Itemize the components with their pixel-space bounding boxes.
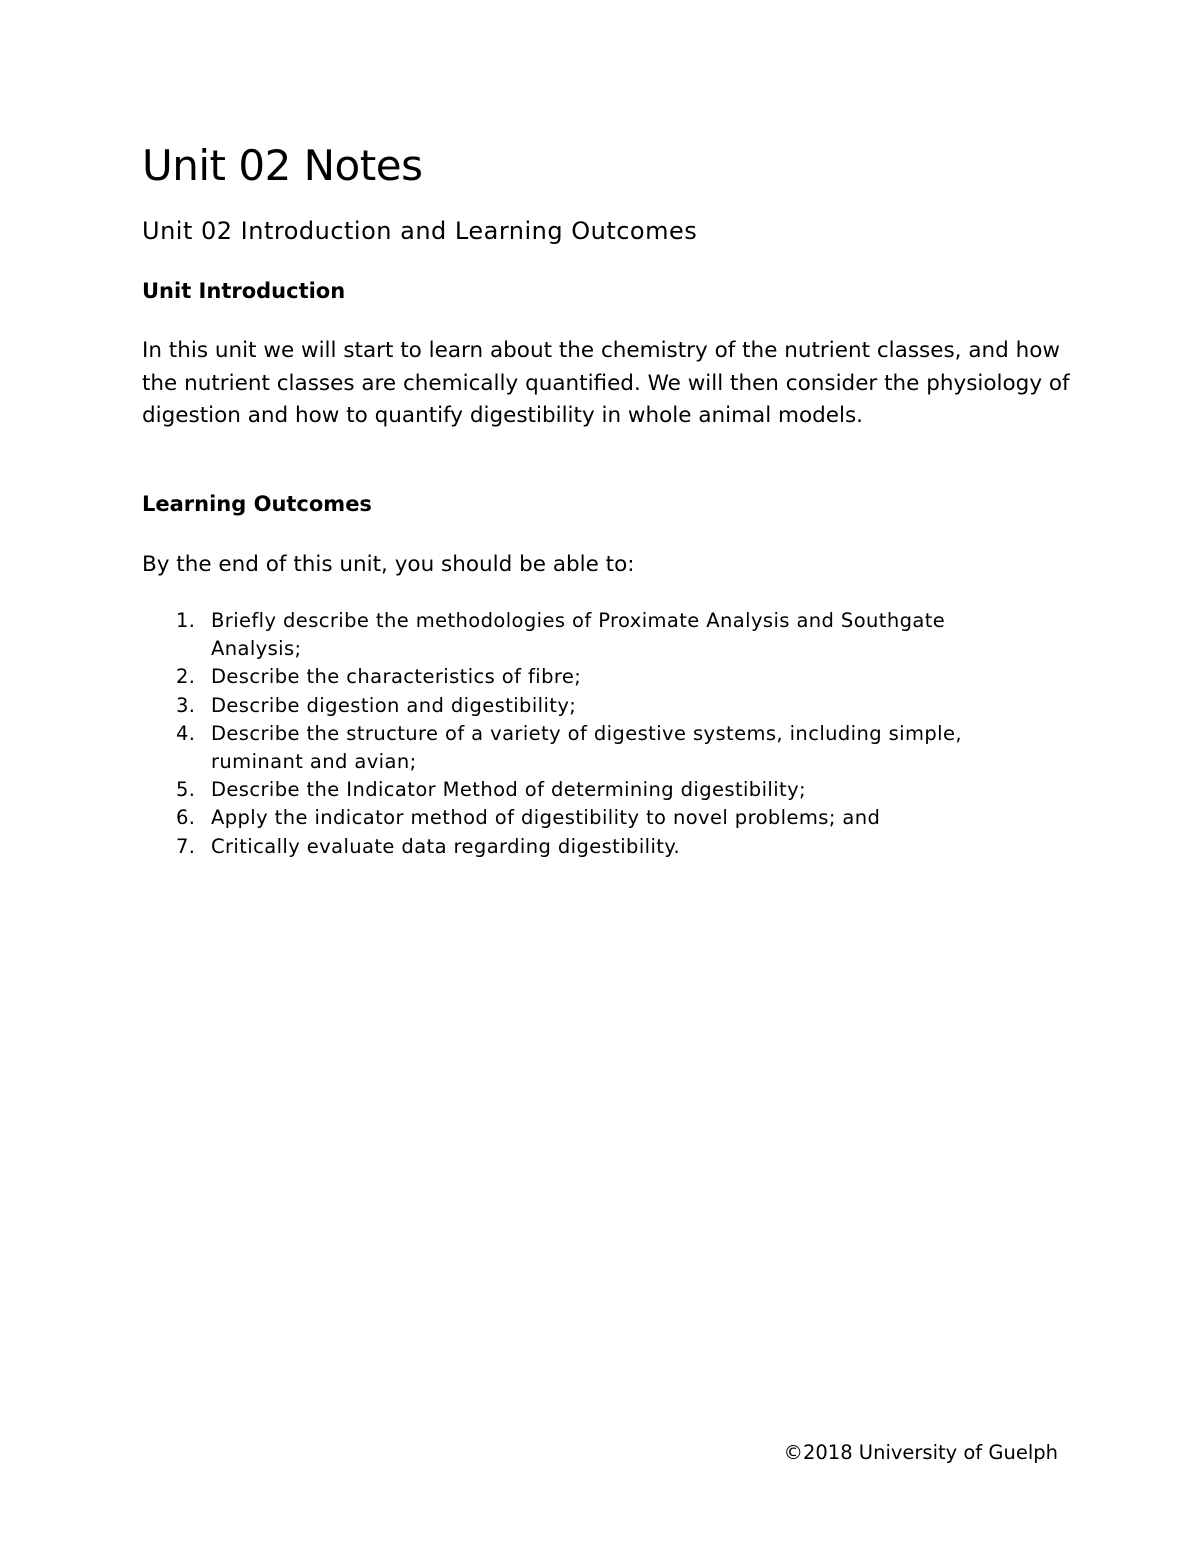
list-item (142, 804, 1042, 832)
list-item-number: 1. (176, 609, 196, 632)
list-item-text: Briefly describe the methodologies of Proximate Analysis and Southgate Analysis; (211, 609, 946, 661)
list-item-text: Critically evaluate data regarding digestibility. (211, 834, 681, 858)
list-item (142, 833, 1042, 861)
list-item-number: 6. (176, 806, 196, 830)
learning-outcomes-list (142, 607, 1042, 861)
list-item (142, 776, 1042, 804)
unit-introduction-heading: Unit Introduction (142, 279, 346, 303)
list-item-number: 7. (176, 834, 196, 858)
list-item-text: Describe the structure of a variety of digestive systems, including simple, ruminant and avian; (211, 721, 962, 774)
list-item-number: 3. (176, 693, 196, 717)
list-item (142, 692, 1042, 720)
learning-outcomes-lead-in: By the end of this unit, you should be able to: (142, 552, 635, 577)
unit-introduction-paragraph: In this unit we will start to learn about the chemistry of the nutrient classes, and how the nutrient classes are chemically quantified. We will then consider the physiology of digestion and how to quantify digestibility in whole animal models. (142, 338, 1070, 429)
list-item-text: Describe the Indicator Method of determining digestibility; (211, 778, 806, 802)
list-item-number: 2. (176, 665, 196, 689)
list-item-text: Apply the indicator method of digestibility to novel problems; and (211, 806, 881, 830)
page-subtitle: Unit 02 Introduction and Learning Outcomes (142, 217, 698, 245)
copyright-footer: ©2018 University of Guelph (783, 1441, 1058, 1464)
list-item-text: Describe digestion and digestibility; (211, 693, 577, 717)
list-item (142, 607, 1042, 663)
page-title: Unit 02 Notes (142, 141, 423, 190)
list-item-number: 4. (176, 721, 196, 745)
learning-outcomes-heading: Learning Outcomes (142, 492, 372, 516)
list-item (142, 663, 1042, 691)
list-item (142, 720, 1042, 776)
list-item-text: Describe the characteristics of fibre; (211, 665, 582, 689)
list-item-number: 5. (176, 778, 196, 802)
